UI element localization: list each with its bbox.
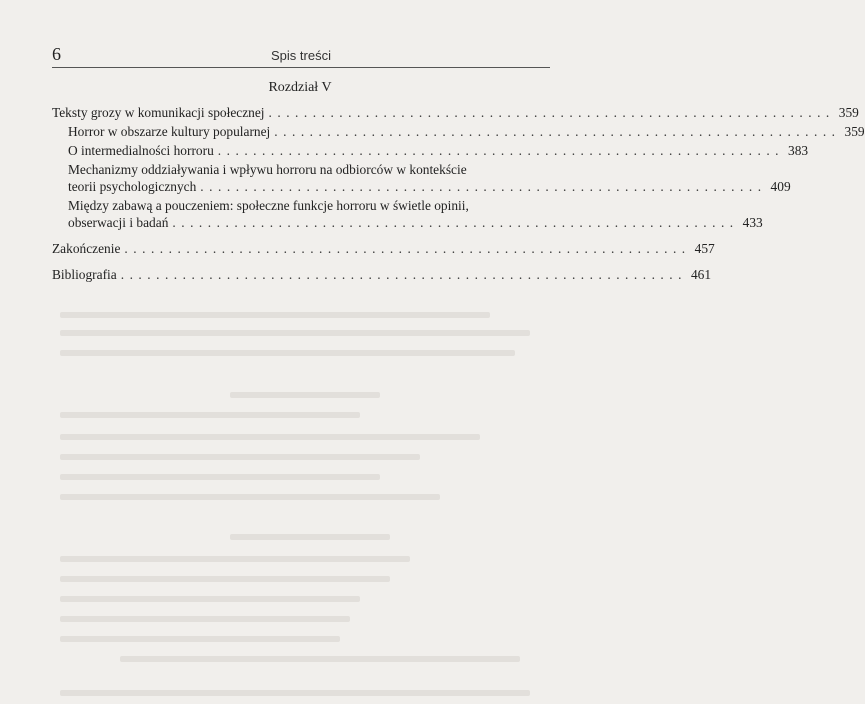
toc-entry-title: Mechanizmy oddziaływania i wpływu horroru na odbiorców w kontekście	[68, 162, 467, 177]
toc-entry	[52, 142, 809, 159]
toc-entry-title: Horror w obszarze kultury popularnej	[68, 124, 271, 139]
leader-dots: ................................................................	[172, 215, 739, 230]
toc-entry-title: O intermedialności horroru	[68, 143, 214, 158]
toc-entry-page: 359	[844, 124, 865, 139]
toc-entry-page: 457	[694, 241, 715, 256]
running-title: Spis treści	[271, 48, 331, 63]
toc-entry-title: Teksty grozy w komunikacji społecznej	[52, 105, 265, 120]
table-of-contents	[52, 104, 865, 283]
header-rule	[52, 67, 550, 68]
toc-entry-page: 359	[838, 105, 859, 120]
toc-entry-page: 409	[770, 179, 791, 194]
toc-entry-title: Między zabawą a pouczeniem: społeczne funkcje horroru w świetle opinii,	[68, 198, 469, 213]
toc-entry-title: Bibliografia	[52, 267, 117, 282]
toc-entry-page: 461	[690, 267, 712, 282]
leader-dots: ................................................................	[124, 241, 691, 256]
page-header	[52, 44, 550, 66]
leader-dots: ................................................................	[274, 124, 841, 139]
toc-entry	[52, 161, 791, 195]
toc-entry-page: 383	[788, 143, 809, 158]
toc-entry-title-cont: obserwacji i badań	[68, 215, 169, 230]
leader-dots: ................................................................	[268, 105, 835, 120]
toc-entry-title-cont: teorii psychologicznych	[68, 179, 197, 194]
leader-dots: ................................................................	[200, 179, 767, 194]
toc-entry	[52, 266, 712, 283]
toc-entry	[52, 240, 715, 257]
toc-entry	[52, 197, 763, 231]
leader-dots: ................................................................	[120, 267, 687, 282]
page-number: 6	[52, 44, 61, 64]
chapter-heading: Rozdział V	[268, 80, 332, 95]
toc-entry	[52, 104, 859, 121]
toc-entry	[52, 123, 865, 140]
leader-dots: ................................................................	[217, 143, 785, 158]
toc-entry-page: 433	[742, 215, 763, 230]
toc-entry-title: Zakończenie	[52, 241, 121, 256]
